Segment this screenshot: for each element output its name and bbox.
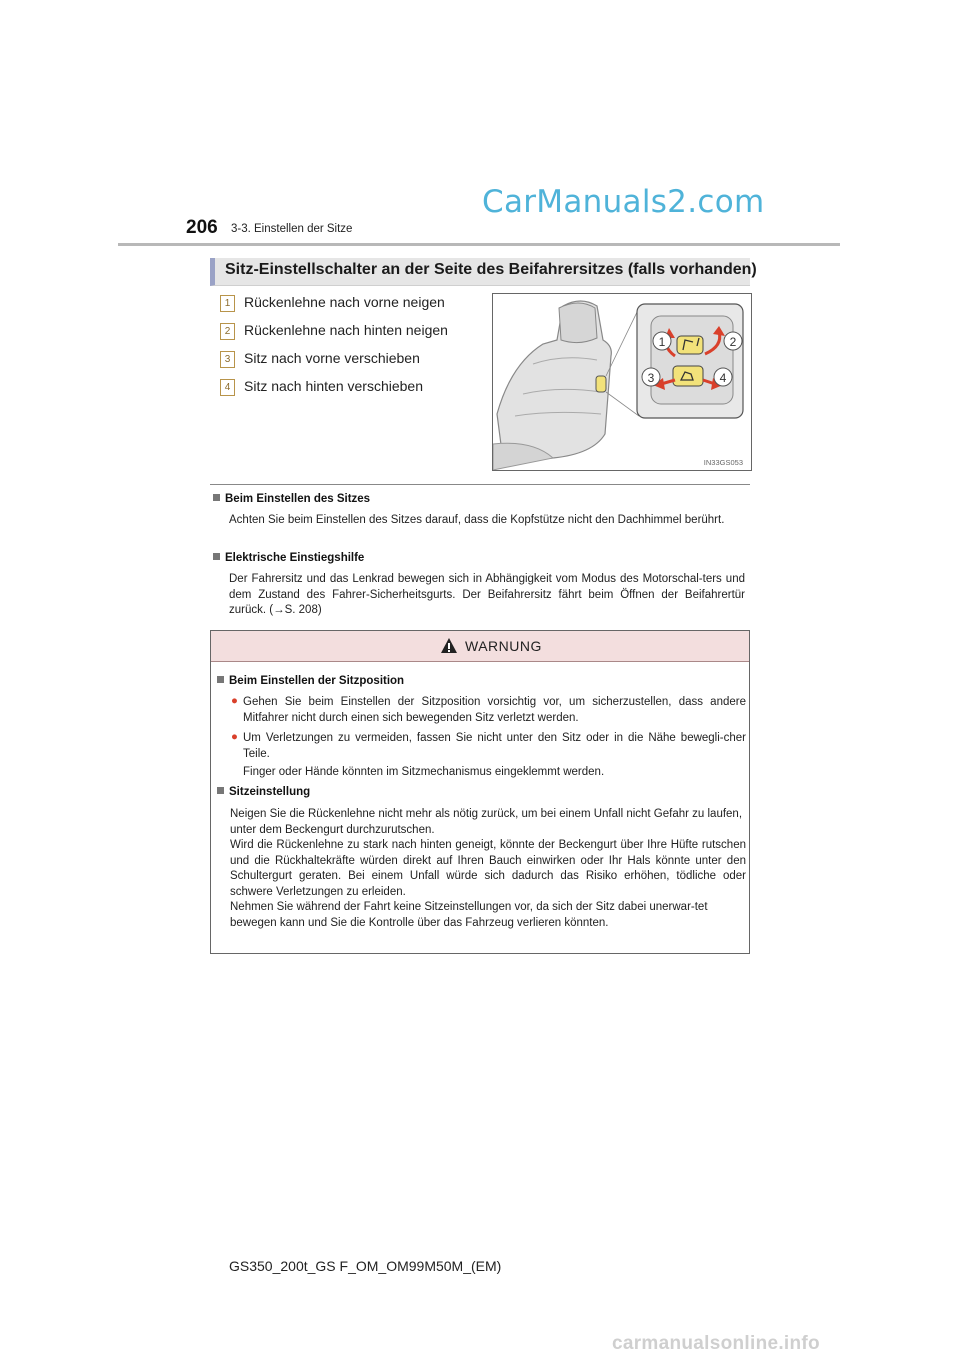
svg-text:2: 2 xyxy=(729,335,737,349)
page-number: 206 xyxy=(186,217,218,238)
note-body: Der Fahrersitz und das Lenkrad bewegen sich in Abhängigkeit vom Modus des Motorschal-ters und dem Zustand des Fahrer-Sicherheitsgurts. Der Beifahrersitz fährt beim Öffnen der Beifahrertür zurück. (→S. 208) xyxy=(229,573,745,616)
section-heading xyxy=(210,258,757,286)
list-item xyxy=(220,378,423,396)
headrest-shape xyxy=(559,303,597,343)
bullet-dot-icon: ● xyxy=(231,731,238,743)
section-title: 3-3. Einstellen der Sitze xyxy=(231,223,353,235)
square-bullet-icon xyxy=(217,787,224,794)
item-text: Rückenlehne nach vorne neigen xyxy=(244,294,445,310)
item-number-badge: 1 xyxy=(220,295,235,312)
seat-illustration-svg xyxy=(493,294,751,470)
header-rule xyxy=(118,243,840,246)
warning-section-heading: Beim Einstellen der Sitzposition xyxy=(217,675,404,687)
warning-paragraph: Neigen Sie die Rückenlehne nicht mehr als nötig zurück, um bei einem Unfall nicht Gefahr zu laufen, unter dem Beckengurt durchzurutschen. xyxy=(230,808,743,836)
warning-bullet-text-cont: Finger oder Hände könnten im Sitzmechanismus eingeklemmt werden. xyxy=(243,766,605,778)
figure-code: IN33GS053 xyxy=(703,458,743,467)
note-heading: Beim Einstellen des Sitzes xyxy=(213,493,370,505)
footer-doc-id: GS350_200t_GS F_OM_OM99M50M_(EM) xyxy=(229,1258,502,1274)
watermark-top: CarManuals2.com xyxy=(482,184,765,220)
item-text: Rückenlehne nach hinten neigen xyxy=(244,322,448,338)
square-bullet-icon xyxy=(217,676,224,683)
seat-side-switch-icon xyxy=(596,376,606,392)
warning-header xyxy=(211,631,749,662)
square-bullet-icon xyxy=(213,494,220,501)
warning-paragraph: Wird die Rückenlehne zu stark nach hinten geneigt, könnte der Beckengurt über Ihre Hüfte rutschen und die Rückhaltekräfte würden direkt auf Ihren Bauch einwirken oder Ihr Hals könnte unter den Schultergurt geraten. Bei einem Unfall würde sich dadurch das Risiko erhöhen, tödliche oder schwere Verletzungen zu erleiden. xyxy=(230,839,746,898)
slide-switch-icon xyxy=(673,366,703,386)
list-item xyxy=(220,294,445,312)
warning-bullet-text: Um Verletzungen zu vermeiden, fassen Sie nicht unter den Sitz oder in die Nähe bewegli-cher Teile. xyxy=(243,732,746,760)
item-number-badge: 2 xyxy=(220,323,235,340)
watermark-bottom: carmanualsonline.info xyxy=(612,1333,820,1354)
note-body: Achten Sie beim Einstellen des Sitzes darauf, dass die Kopfstütze nicht den Dachhimmel berührt. xyxy=(229,514,725,526)
item-number-badge: 3 xyxy=(220,351,235,368)
item-number-badge: 4 xyxy=(220,379,235,396)
warning-bullet-text: Gehen Sie beim Einstellen der Sitzposition vorsichtig vor, um sicherzustellen, dass andere Mitfahrer nicht durch einen sich bewegenden Sitz verletzt werden. xyxy=(243,696,746,724)
warning-title: WARNUNG xyxy=(465,638,542,654)
section-heading-text: Sitz-Einstellschalter an der Seite des Beifahrersitzes (falls vorhanden) xyxy=(225,261,757,278)
svg-text:4: 4 xyxy=(719,371,727,385)
seat-switch-illustration xyxy=(492,293,752,471)
warning-paragraph: Nehmen Sie während der Fahrt keine Sitzeinstellungen vor, da sich der Sitz dabei unerwar-tet bewegen kann und Sie die Kontrolle über das Fahrzeug verlieren könnten. xyxy=(230,901,708,929)
warning-box xyxy=(210,630,750,954)
warning-section-heading: Sitzeinstellung xyxy=(217,786,310,798)
warning-triangle-icon xyxy=(440,637,458,654)
bullet-dot-icon: ● xyxy=(231,695,238,707)
list-item xyxy=(220,350,420,368)
svg-text:3: 3 xyxy=(647,371,655,385)
item-text: Sitz nach vorne verschieben xyxy=(244,350,420,366)
note-heading: Elektrische Einstiegshilfe xyxy=(213,552,364,564)
list-item xyxy=(220,322,448,340)
divider xyxy=(210,484,750,485)
svg-text:1: 1 xyxy=(658,335,666,349)
square-bullet-icon xyxy=(213,553,220,560)
item-text: Sitz nach hinten verschieben xyxy=(244,378,423,394)
